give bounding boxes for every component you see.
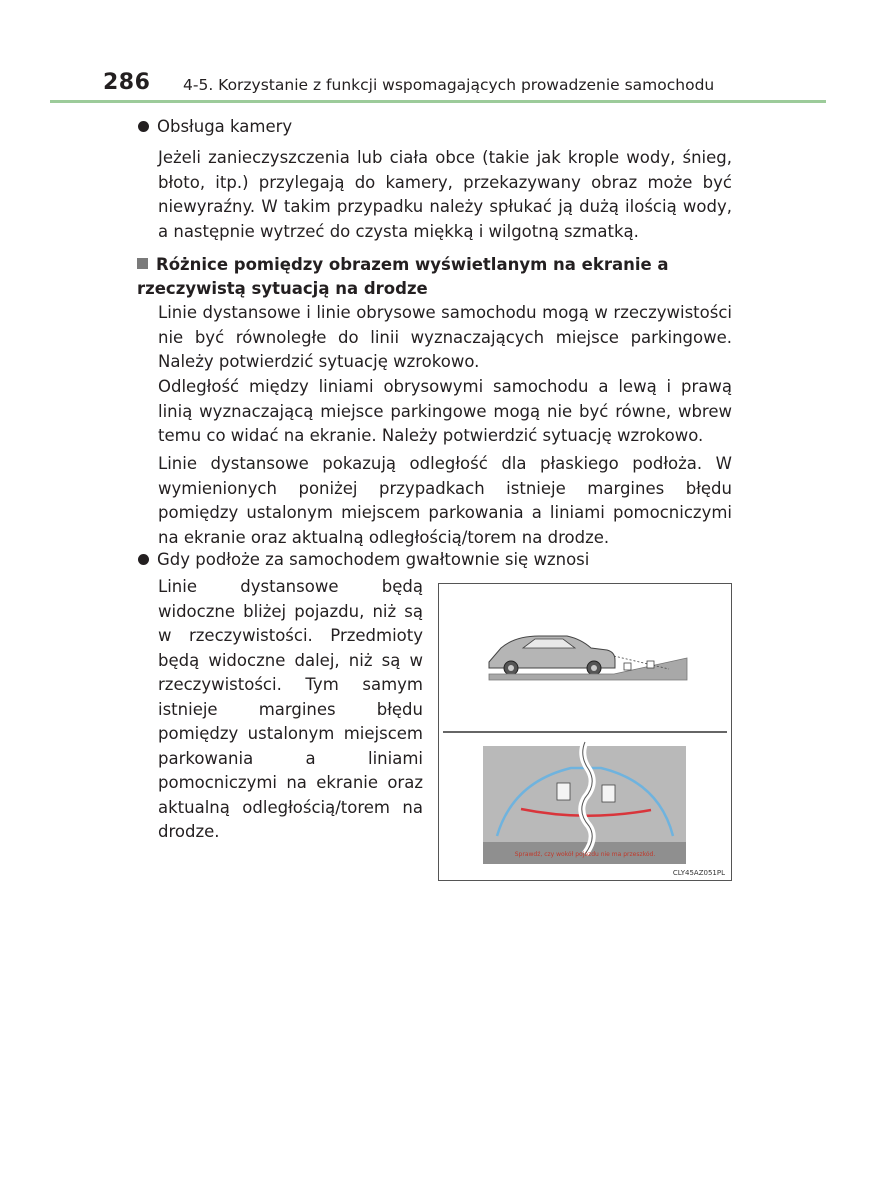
differences-paragraph-3: Linie dystansowe pokazują odległość dla płaskiego podłoża. W wymienionych poniżej przypadkach istnieje margines błędu pomiędzy ustalonym miejscem parkowania a liniami pomocniczymi na ekranie oraz aktualną odległością/torem na drodze. [158,454,732,547]
illustration-figure [438,583,732,881]
differences-heading-text: Różnice pomiędzy obrazem wyświetlanym na ekranie a rzeczywistą sytuacją na drodze [137,255,669,298]
incline-paragraph: Linie dystansowe będą widoczne bliżej pojazdu, niż są w rzeczywistości. Przedmioty będą widoczne dalej, niż są w rzeczywistości. Tym samym istnieje margines błędu pomiędzy ustalonym miejscem parkowania a liniami pomocniczymi na ekranie oraz aktualną odległością/torem na drodze. [158,577,423,841]
bullet-dot-icon [138,121,149,132]
bullet-camera-label: Obsługa kamery [157,117,293,136]
illustration-svg [439,584,731,880]
figure-code: CLY45AZ051PL [672,869,725,877]
page-number: 286 [103,70,151,95]
car-side-view-icon [489,636,615,675]
bullet-incline-label: Gdy podłoże za samochodem gwałtownie się wznosi [157,550,590,569]
header-rule [50,100,826,103]
square-bullet-icon [137,258,148,269]
screen-caption-text: Sprawdź, czy wokół pojazdu nie ma przeszkód. [514,851,656,858]
obstacle-box-icon [557,783,570,800]
bullet-dot-icon [138,554,149,565]
obstacle-box-icon [647,661,654,668]
bullet-camera [138,117,292,136]
obstacle-box-icon [602,785,615,802]
chapter-title: 4-5. Korzystanie z funkcji wspomagających prowadzenie samochodu [183,76,715,94]
bullet-incline [138,550,589,569]
obstacle-box-icon [624,663,631,670]
camera-view-line [614,656,669,669]
camera-paragraph: Jeżeli zanieczyszczenia lub ciała obce (takie jak krople wody, śnieg, błoto, itp.) przylegają do kamery, przekazywany obraz może być niewyraźny. W takim przypadku należy spłukać ją dużą ilością wody, a następnie wytrzeć do czysta miękką i wilgotną szmatką. [158,148,732,241]
differences-paragraph-2: Odległość między liniami obrysowymi samochodu a lewą i prawą linią wyznaczającą miejsce parkingowe mogą nie być równe, wbrew temu co widać na ekranie. Należy potwierdzić sytuację wzrokowo. [158,377,732,445]
differences-heading [137,253,737,301]
differences-paragraph-1: Linie dystansowe i linie obrysowe samochodu mogą w rzeczywistości nie być równoległe do linii wyznaczających miejsce parkingowe. Należy potwierdzić sytuację wzrokowo. [158,303,732,371]
